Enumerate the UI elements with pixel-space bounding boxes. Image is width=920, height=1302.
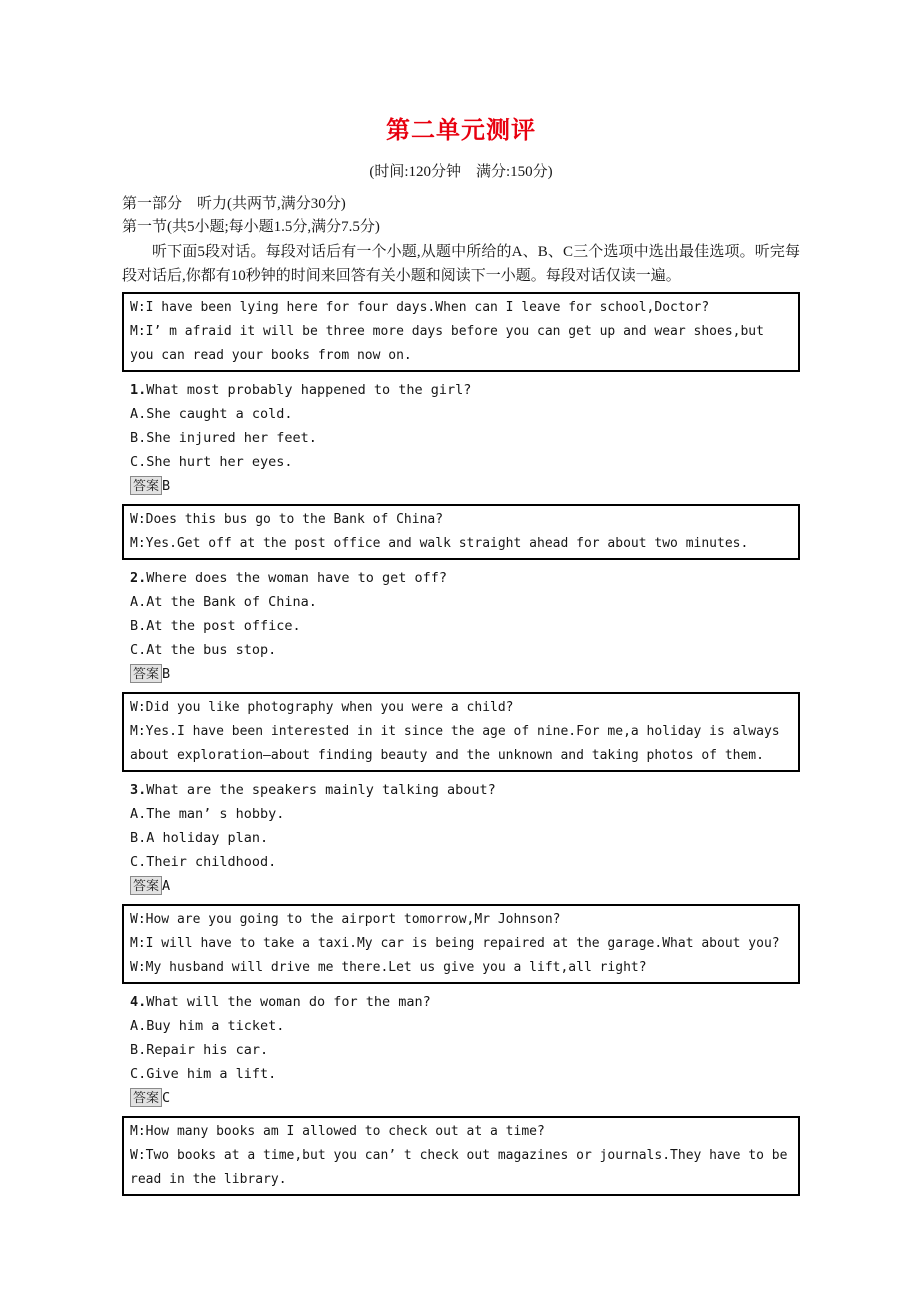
question-text: What will the woman do for the man? bbox=[146, 994, 431, 1010]
question-number: 1. bbox=[130, 382, 147, 398]
option-b: B.She injured her feet. bbox=[130, 430, 317, 446]
answer-label: 答案 bbox=[130, 876, 162, 895]
question-block-2 bbox=[122, 566, 800, 686]
option-b: B.Repair his car. bbox=[130, 1042, 269, 1058]
dialogue-line: W:My husband will drive me there.Let us give you a lift,all right? bbox=[130, 960, 647, 975]
question-block-3 bbox=[122, 778, 800, 898]
option-a: A.Buy him a ticket. bbox=[130, 1018, 285, 1034]
option-a: A.She caught a cold. bbox=[130, 406, 293, 422]
page-title: 第二单元测评 bbox=[386, 118, 536, 144]
dialogue-line: M:Yes.Get off at the post office and walk straight ahead for about two minutes. bbox=[130, 536, 749, 551]
answer-value: B bbox=[162, 666, 171, 682]
answer-label: 答案 bbox=[130, 476, 162, 495]
option-c: C.Their childhood. bbox=[130, 854, 277, 870]
dialogue-line: M:I will have to take a taxi.My car is being repaired at the garage.What about you? bbox=[130, 936, 780, 951]
answer-row bbox=[130, 874, 800, 898]
exam-time-score: (时间:120分钟 满分:150分) bbox=[369, 164, 553, 180]
question-number: 4. bbox=[130, 994, 147, 1010]
dialogue-line: W:Did you like photography when you were a child? bbox=[130, 700, 514, 715]
question-text: Where does the woman have to get off? bbox=[146, 570, 447, 586]
answer-row bbox=[130, 662, 800, 686]
question-3 bbox=[130, 778, 800, 802]
dialogue-box-3 bbox=[122, 692, 800, 772]
dialogue-line: M:How many books am I allowed to check out at a time? bbox=[130, 1124, 545, 1139]
question-text: What most probably happened to the girl? bbox=[146, 382, 472, 398]
dialogue-box-1 bbox=[122, 292, 800, 372]
option-c: C.Give him a lift. bbox=[130, 1066, 277, 1082]
question-number: 3. bbox=[130, 782, 147, 798]
question-1 bbox=[130, 378, 800, 402]
part-one-heading: 第一部分 听力(共两节,满分30分) bbox=[122, 196, 346, 212]
dialogue-line: M:Yes.I have been interested in it since the age of nine.For me,a holiday is always about exploration—about finding beauty and the unknown and taking photos of them. bbox=[130, 724, 780, 763]
option-c: C.She hurt her eyes. bbox=[130, 454, 293, 470]
dialogue-box-2 bbox=[122, 504, 800, 560]
option-a: A.The man’ s hobby. bbox=[130, 806, 285, 822]
dialogue-line: W:Does this bus go to the Bank of China? bbox=[130, 512, 444, 527]
dialogue-box-4 bbox=[122, 904, 800, 984]
answer-value: C bbox=[162, 1090, 171, 1106]
question-2 bbox=[130, 566, 800, 590]
dialogue-line: M:I’ m afraid it will be three more days before you can get up and wear shoes,but you can read your books from now on. bbox=[130, 324, 764, 363]
question-block-4 bbox=[122, 990, 800, 1110]
question-4 bbox=[130, 990, 800, 1014]
question-text: What are the speakers mainly talking about? bbox=[146, 782, 496, 798]
dialogue-line: W:I have been lying here for four days.When can I leave for school,Doctor? bbox=[130, 300, 710, 315]
option-a: A.At the Bank of China. bbox=[130, 594, 317, 610]
option-b: B.A holiday plan. bbox=[130, 830, 269, 846]
answer-value: B bbox=[162, 478, 171, 494]
option-b: B.At the post office. bbox=[130, 618, 301, 634]
question-block-1 bbox=[122, 378, 800, 498]
answer-label: 答案 bbox=[130, 1088, 162, 1107]
answer-row bbox=[130, 1086, 800, 1110]
dialogue-line: W:Two books at a time,but you can’ t check out magazines or journals.They have to be read in the library. bbox=[130, 1148, 788, 1187]
option-c: C.At the bus stop. bbox=[130, 642, 277, 658]
dialogue-box-5 bbox=[122, 1116, 800, 1196]
dialogue-line: W:How are you going to the airport tomorrow,Mr Johnson? bbox=[130, 912, 561, 927]
answer-row bbox=[130, 474, 800, 498]
listening-instructions: 听下面5段对话。每段对话后有一个小题,从题中所给的A、B、C三个选项中选出最佳选项。听完每段对话后,你都有10秒钟的时间来回答有关小题和阅读下一小题。每段对话仅读一遍。 bbox=[122, 244, 800, 284]
answer-label: 答案 bbox=[130, 664, 162, 683]
answer-value: A bbox=[162, 878, 171, 894]
question-number: 2. bbox=[130, 570, 147, 586]
section-one-heading: 第一节(共5小题;每小题1.5分,满分7.5分) bbox=[122, 219, 380, 235]
